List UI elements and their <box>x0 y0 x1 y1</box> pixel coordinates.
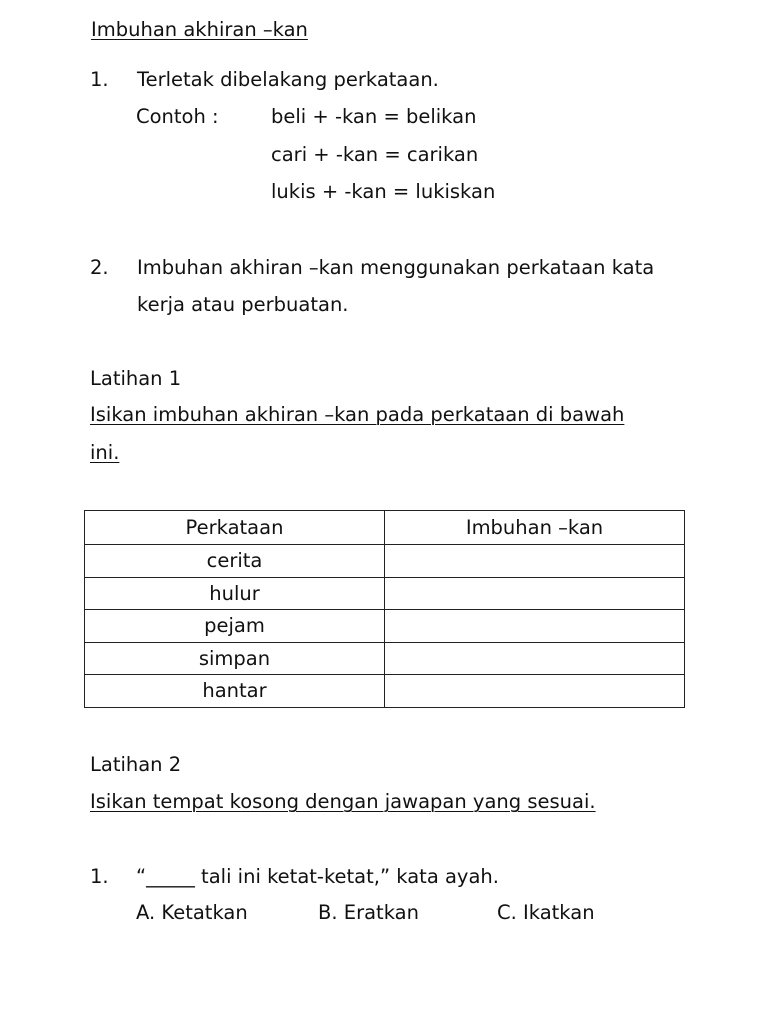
example-line: cari + -kan = carikan <box>271 143 479 166</box>
latihan2-instruction: Isikan tempat kosong dengan jawapan yang sesuai. <box>90 790 596 813</box>
option-b[interactable]: B. Eratkan <box>318 901 419 924</box>
point2-text-line1: Imbuhan akhiran –kan menggunakan perkataan kata <box>137 256 655 279</box>
latihan1-instruction-line1: Isikan imbuhan akhiran –kan pada perkataan di bawah <box>90 403 625 426</box>
point2-number: 2. <box>90 256 109 279</box>
word-cell: simpan <box>85 642 385 675</box>
table-row <box>85 610 685 643</box>
option-c[interactable]: C. Ikatkan <box>497 901 595 924</box>
table-row <box>85 642 685 675</box>
point1-text: Terletak dibelakang perkataan. <box>137 68 439 91</box>
answer-cell[interactable] <box>385 642 685 675</box>
answer-cell[interactable] <box>385 545 685 578</box>
word-cell: pejam <box>85 610 385 643</box>
word-cell: cerita <box>85 545 385 578</box>
point2-text-line2: kerja atau perbuatan. <box>137 293 349 316</box>
example-line: lukis + -kan = lukiskan <box>271 180 496 203</box>
column-header-imbuhan: Imbuhan –kan <box>385 511 685 545</box>
answer-cell[interactable] <box>385 675 685 708</box>
table-header-row <box>85 511 685 545</box>
exercise-table <box>84 510 685 708</box>
example-line: beli + -kan = belikan <box>271 105 477 128</box>
question1-text: “_____ tali ini ketat-ketat,” kata ayah. <box>136 865 499 888</box>
column-header-perkataan: Perkataan <box>85 511 385 545</box>
latihan1-title: Latihan 1 <box>90 367 182 390</box>
word-cell: hantar <box>85 675 385 708</box>
page-heading: Imbuhan akhiran –kan <box>91 18 308 41</box>
word-cell: hulur <box>85 577 385 610</box>
example-label: Contoh : <box>136 105 219 128</box>
option-a[interactable]: A. Ketatkan <box>136 901 248 924</box>
question1-number: 1. <box>90 865 109 888</box>
point1-number: 1. <box>90 68 109 91</box>
answer-cell[interactable] <box>385 610 685 643</box>
table-row <box>85 577 685 610</box>
answer-cell[interactable] <box>385 577 685 610</box>
table-row <box>85 545 685 578</box>
latihan1-instruction-line2: ini. <box>90 441 120 464</box>
latihan2-title: Latihan 2 <box>90 753 182 776</box>
table-row <box>85 675 685 708</box>
